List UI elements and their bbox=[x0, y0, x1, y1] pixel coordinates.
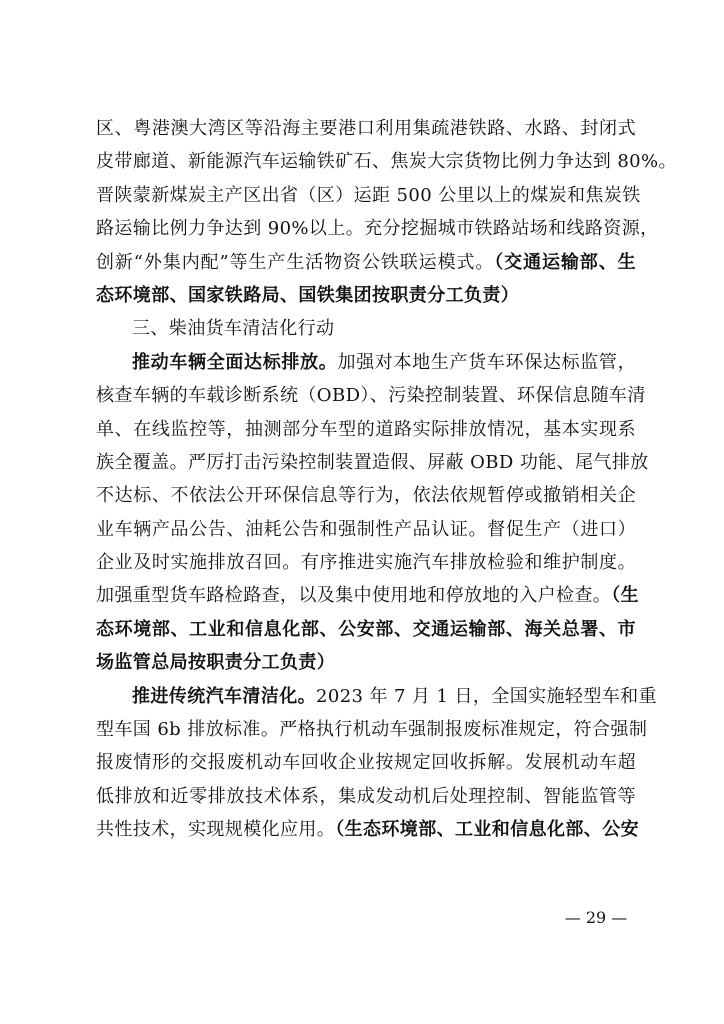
text-line: 报废情形的交报废机动车回收企业按规定回收拆解。发展机动车超 bbox=[96, 752, 636, 774]
text-line: 晋陕蒙新煤炭主产区出省（区）运距 500 公里以上的煤炭和焦炭铁 bbox=[96, 184, 641, 206]
text-segment: 共性技术，实现规模化应用。 bbox=[96, 819, 336, 841]
section-heading: 三、柴油货车清洁化行动 bbox=[132, 318, 335, 340]
text-line: 不达标、不依法公开环保信息等行为，依法依规暂停或撤销相关企 bbox=[96, 485, 636, 507]
responsibility-note: 态环境部、国家铁路局、国铁集团按职责分工负责） bbox=[96, 284, 520, 306]
text-line: 单、在线监控等，抽测部分车型的道路实际排放情况，基本实现系 bbox=[96, 418, 636, 440]
text-line bbox=[96, 579, 640, 612]
text-segment: 加强重型货车路检路查，以及集中使用地和停放地的入户检查。 bbox=[96, 585, 612, 607]
text-line: 核查车辆的车载诊断系统（OBD）、污染控制装置、环保信息随车清 bbox=[96, 385, 646, 407]
text-line: 区、粤港澳大湾区等沿海主要港口利用集疏港铁路、水路、封闭式 bbox=[96, 118, 636, 139]
text-line: 低排放和近零排放技术体系，集成发动机后处理控制、智能监管等 bbox=[96, 785, 636, 807]
responsibility-note: （生态环境部、工业和信息化部、公安 bbox=[335, 819, 640, 841]
page-number: — 29 — bbox=[564, 908, 628, 927]
responsibility-note: 态环境部、工业和信息化部、公安部、交通运输部、海关总署、市 bbox=[96, 618, 636, 640]
body-text bbox=[96, 112, 677, 847]
text-segment: 创新“外集内配”等生产生活物资公铁联运模式。 bbox=[96, 251, 495, 273]
responsibility-note: （生 bbox=[611, 585, 640, 607]
text-line: 族全覆盖。严厉打击污染控制装置造假、屏蔽 OBD 功能、尾气排放 bbox=[96, 451, 649, 473]
paragraph-lead: 推进传统汽车清洁化。 bbox=[132, 685, 316, 707]
responsibility-note: （交通运输部、生 bbox=[494, 251, 637, 273]
text-segment: 2023 年 7 月 1 日，全国实施轻型车和重 bbox=[316, 685, 657, 707]
text-line: 皮带廊道、新能源汽车运输铁矿石、焦炭大宗货物比例力争达到 80%。 bbox=[96, 151, 677, 173]
text-line: 型车国 6b 排放标准。严格执行机动车强制报废标准规定，符合强制 bbox=[96, 719, 648, 741]
responsibility-note: 场监管总局按职责分工负责） bbox=[96, 652, 336, 674]
text-line: 业车辆产品公告、油耗公告和强制性产品认证。督促生产（进口） bbox=[96, 518, 636, 540]
text-line bbox=[96, 346, 636, 379]
paragraph-lead: 推动车辆全面达标排放。 bbox=[132, 351, 338, 373]
text-line bbox=[96, 680, 657, 713]
text-line: 企业及时实施排放召回。有序推进实施汽车排放检验和维护制度。 bbox=[96, 552, 636, 574]
text-line: 路运输比例力争达到 90%以上。充分挖掘城市铁路站场和线路资源， bbox=[96, 218, 659, 240]
text-segment: 加强对本地生产货车环保达标监管， bbox=[337, 351, 636, 373]
text-line bbox=[96, 813, 640, 846]
text-line bbox=[96, 246, 636, 279]
